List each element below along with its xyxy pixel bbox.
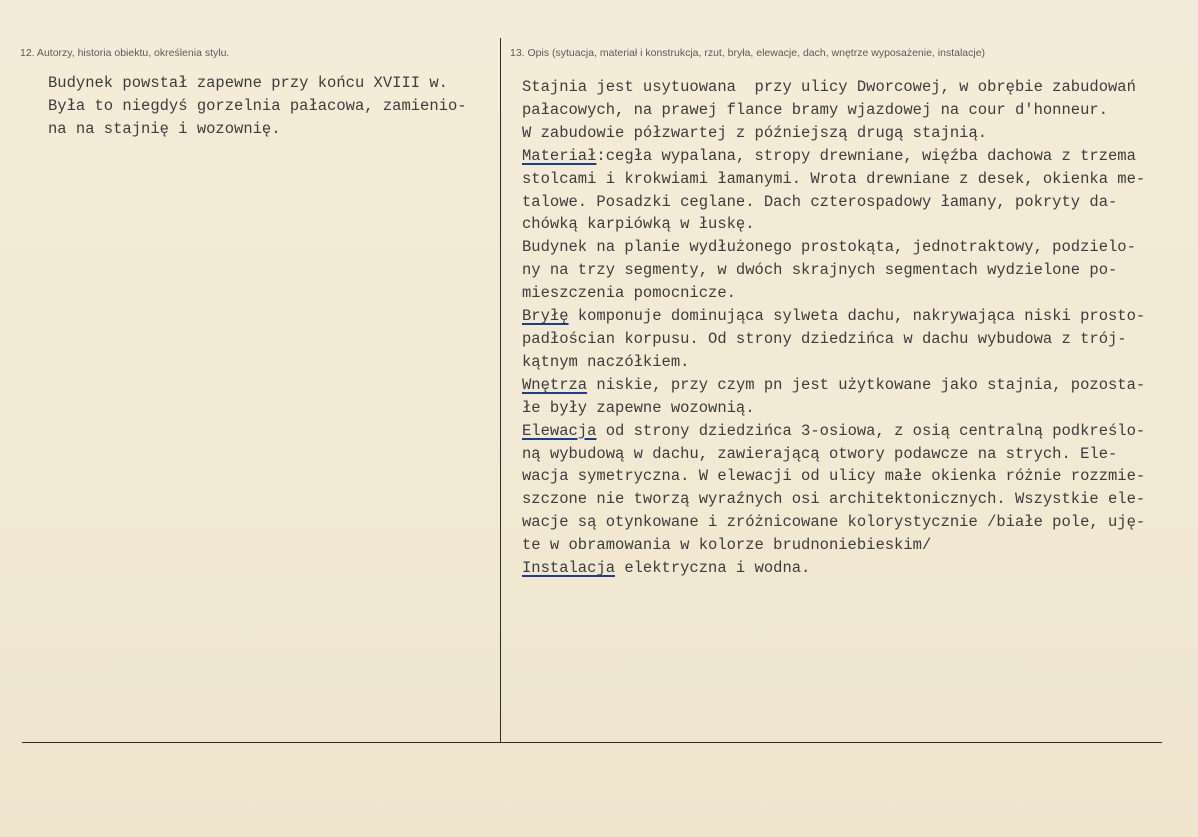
text-line: ny na trzy segmenty, w dwóch skrajnych segmentach wydzielone po- <box>522 261 1118 280</box>
text-line <box>522 420 1182 443</box>
text-line: na na stajnię i wozownię. <box>48 120 281 138</box>
section-13-text <box>522 76 1182 580</box>
text-line: kątnym naczółkiem. <box>522 352 690 371</box>
underlined-heading: Materiał <box>522 146 597 165</box>
text-line: wacje są otynkowane i zróżnicowane kolorystycznie /białe pole, uję- <box>522 513 1146 532</box>
section-12-header: 12. Autorzy, historia obiektu, określenia stylu. <box>20 47 230 59</box>
text-line: pałacowych, na prawej flance bramy wjazdowej na cour d'honneur. <box>522 100 1108 119</box>
section-12-text <box>48 72 498 141</box>
text-line: ną wybudową w dachu, zawierającą otwory podawcze na strych. Ele- <box>522 444 1118 463</box>
text-line: Budynek na planie wydłużonego prostokąta, jednotraktowy, podzielo- <box>522 238 1136 257</box>
underlined-heading: Wnętrza <box>522 375 588 394</box>
horizontal-divider <box>22 742 1162 743</box>
text-line <box>522 145 1182 168</box>
section-13-header: 13. Opis (sytuacja, materiał i konstrukcja, rzut, bryła, elewacje, dach, wnętrze wyposażenie, instalacje) <box>510 47 986 59</box>
underlined-heading: Instalacja <box>522 559 616 578</box>
underlined-heading: Bryłę <box>522 307 569 326</box>
line-text: komponuje dominująca sylweta dachu, nakrywająca niski prosto- <box>568 307 1146 326</box>
text-line: stolcami i krokwiami łamanymi. Wrota drewniane z desek, okienka me- <box>522 169 1146 188</box>
text-line: chówką karpiówką w łuskę. <box>522 215 755 234</box>
text-line: łe były zapewne wozownią. <box>522 398 755 417</box>
text-line: Była to niegdyś gorzelnia pałacowa, zamienio- <box>48 97 467 115</box>
text-line: te w obramowania w kolorze brudnoniebieskim/ <box>522 536 932 555</box>
line-text: od strony dziedzińca 3-osiowa, z osią centralną podkreślo- <box>596 421 1146 440</box>
line-text: elektryczna i wodna. <box>615 559 811 578</box>
text-line <box>522 557 1182 580</box>
text-line: W zabudowie półzwartej z późniejszą drugą stajnią. <box>522 123 988 142</box>
text-line: padłościan korpusu. Od strony dziedzińca w dachu wybudowa z trój- <box>522 329 1127 348</box>
text-line: Budynek powstał zapewne przy końcu XVIII w. <box>48 74 448 92</box>
text-line: wacja symetryczna. W elewacji od ulicy małe okienka różnie rozzmie- <box>522 467 1146 486</box>
line-text: niskie, przy czym pn jest użytkowane jako stajnia, pozosta- <box>587 375 1146 394</box>
underlined-heading: Elewacja <box>522 421 597 440</box>
text-line: szczone nie tworzą wyraźnych osi architektonicznych. Wszystkie ele- <box>522 490 1146 509</box>
text-line: Stajnia jest usytuowana przy ulicy Dworcowej, w obrębie zabudowań <box>522 78 1136 96</box>
line-text: :cegła wypalana, stropy drewniane, więźba dachowa z trzema <box>596 146 1136 165</box>
text-line: talowe. Posadzki ceglane. Dach czterospadowy łamany, pokryty da- <box>522 192 1118 211</box>
text-line <box>522 374 1182 397</box>
text-line: mieszczenia pomocnicze. <box>522 284 736 303</box>
vertical-divider <box>500 38 501 742</box>
text-line <box>522 305 1182 328</box>
